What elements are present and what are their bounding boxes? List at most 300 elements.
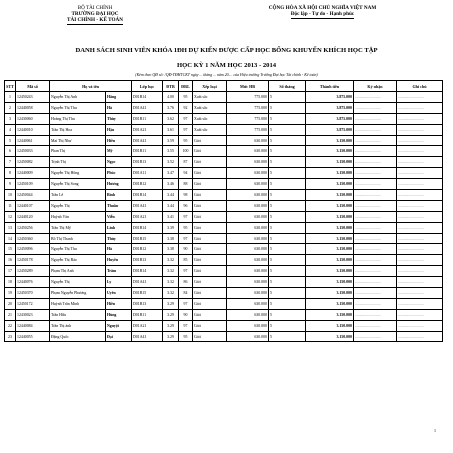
row-student-id: 12440061 (16, 135, 50, 146)
table-row (5, 146, 443, 157)
row-class: D01B15 (132, 233, 163, 244)
row-gpa: 3.55 (163, 146, 179, 157)
national-motto-text: Độc lập - Tự do - Hạnh phúc (290, 11, 355, 18)
row-gpa: 3.44 (163, 200, 179, 211)
table-row (5, 92, 443, 103)
table-row (5, 168, 443, 179)
scholarship-table (4, 80, 443, 342)
row-family-name: Trần Lê (50, 190, 106, 201)
row-months: 5 (269, 266, 306, 277)
row-notes: ........................... (397, 179, 443, 190)
header-right (205, 5, 440, 19)
row-given-name: Hiền (106, 298, 132, 309)
row-family-name: Phan Thị (50, 146, 106, 157)
row-scholarship-level: 630.000 (227, 244, 269, 255)
table-row (5, 211, 443, 222)
row-months: 5 (269, 124, 306, 135)
row-student-id: 12450109 (16, 179, 50, 190)
row-amount: 3.150.000 (306, 288, 354, 299)
row-scholarship-level: 630.000 (227, 233, 269, 244)
row-class: D01B12 (132, 179, 163, 190)
row-notes: ........................... (397, 255, 443, 266)
row-rank: Giỏi (193, 277, 227, 288)
row-gpa: 3.29 (163, 298, 179, 309)
row-amount: 3.150.000 (306, 255, 354, 266)
row-rank: Giỏi (193, 146, 227, 157)
row-conduct: 94 (179, 168, 193, 179)
row-amount: 3.875.000 (306, 113, 354, 124)
row-stt: 4 (5, 124, 16, 135)
row-months: 5 (269, 146, 306, 157)
row-amount: 3.150.000 (306, 233, 354, 244)
row-class: D01B13 (132, 298, 163, 309)
row-rank: Giỏi (193, 255, 227, 266)
row-months: 5 (269, 113, 306, 124)
row-months: 5 (269, 211, 306, 222)
table-row (5, 179, 443, 190)
row-rank: Giỏi (193, 211, 227, 222)
row-notes: ........................... (397, 331, 443, 342)
row-class: D01A41 (132, 200, 163, 211)
row-gpa: 3.41 (163, 211, 179, 222)
row-stt: 21 (5, 309, 16, 320)
row-scholarship-level: 630.000 (227, 277, 269, 288)
row-class: D01A21 (132, 124, 163, 135)
row-amount: 3.150.000 (306, 309, 354, 320)
row-amount: 3.875.000 (306, 92, 354, 103)
row-gpa: 3.76 (163, 102, 179, 113)
row-conduct: 100 (179, 146, 193, 157)
row-given-name: Hằng (106, 92, 132, 103)
row-given-name: Mỹ (106, 146, 132, 157)
row-gpa: 3.32 (163, 288, 179, 299)
row-gpa: 3.39 (163, 222, 179, 233)
row-conduct: 85 (179, 255, 193, 266)
row-signature: ........................... (354, 124, 397, 135)
table-header-row (5, 81, 443, 92)
row-class: D01B11 (132, 113, 163, 124)
row-class: D01B14 (132, 266, 163, 277)
row-gpa: 3.61 (163, 124, 179, 135)
row-months: 5 (269, 255, 306, 266)
row-scholarship-level: 630.000 (227, 320, 269, 331)
col-header-class: Lớp học (132, 81, 163, 92)
row-given-name: Hà (106, 102, 132, 113)
row-given-name: Ly (106, 277, 132, 288)
row-class: D01B13 (132, 157, 163, 168)
row-notes: ........................... (397, 211, 443, 222)
row-scholarship-level: 630.000 (227, 157, 269, 168)
row-signature: ........................... (354, 309, 397, 320)
row-amount: 3.150.000 (306, 277, 354, 288)
row-rank: Xuất sắc (193, 124, 227, 135)
row-conduct: 88 (179, 179, 193, 190)
row-notes: ........................... (397, 233, 443, 244)
row-amount: 3.150.000 (306, 168, 354, 179)
row-conduct: 97 (179, 266, 193, 277)
row-signature: ........................... (354, 244, 397, 255)
row-months: 5 (269, 135, 306, 146)
row-student-id: 12440120 (16, 211, 50, 222)
row-rank: Giỏi (193, 190, 227, 201)
row-signature: ........................... (354, 222, 397, 233)
row-amount: 3.875.000 (306, 102, 354, 113)
row-signature: ........................... (354, 113, 397, 124)
row-given-name: Thùy (106, 113, 132, 124)
row-conduct: 95 (179, 135, 193, 146)
row-scholarship-level: 630.000 (227, 331, 269, 342)
row-conduct: 97 (179, 113, 193, 124)
row-notes: ........................... (397, 102, 443, 113)
row-given-name: Trâm (106, 266, 132, 277)
row-student-id: 12450172 (16, 298, 50, 309)
row-rank: Giỏi (193, 331, 227, 342)
header-left (20, 5, 170, 25)
row-conduct: 95 (179, 92, 193, 103)
row-class: D01B11 (132, 146, 163, 157)
row-conduct: 87 (179, 157, 193, 168)
row-conduct: 90 (179, 244, 193, 255)
row-student-id: 12450256 (16, 222, 50, 233)
row-stt: 18 (5, 277, 16, 288)
row-amount: 3.150.000 (306, 222, 354, 233)
row-gpa: 3.32 (163, 266, 179, 277)
row-months: 5 (269, 288, 306, 299)
table-row (5, 331, 443, 342)
row-family-name: Nguyễn Thị (50, 200, 106, 211)
row-stt: 17 (5, 266, 16, 277)
row-gpa: 3.59 (163, 135, 179, 146)
row-student-id: 12450082 (16, 157, 50, 168)
row-scholarship-level: 630.000 (227, 146, 269, 157)
row-class: D01B11 (132, 309, 163, 320)
col-header-months: Số tháng (269, 81, 306, 92)
row-class: D01A41 (132, 277, 163, 288)
row-family-name: Nguyễn Thị Song (50, 179, 106, 190)
row-gpa: 3.47 (163, 168, 179, 179)
row-signature: ........................... (354, 211, 397, 222)
row-stt: 12 (5, 211, 16, 222)
row-months: 5 (269, 309, 306, 320)
national-motto (205, 11, 440, 19)
row-amount: 3.875.000 (306, 124, 354, 135)
row-student-id: 12450044 (16, 190, 50, 201)
row-student-id: 12440010 (16, 124, 50, 135)
table-row (5, 309, 443, 320)
row-family-name: Đặng Quốc (50, 331, 106, 342)
row-gpa: 3.29 (163, 309, 179, 320)
document-subtitle: HỌC KỲ 1 NĂM HỌC 2013 - 2014 (176, 62, 277, 69)
row-given-name: Đại (106, 331, 132, 342)
row-family-name: Bồ Thị Thanh (50, 233, 106, 244)
row-months: 5 (269, 157, 306, 168)
table-row (5, 222, 443, 233)
row-gpa: 3.32 (163, 255, 179, 266)
row-given-name: Ngọc (106, 157, 132, 168)
row-conduct: 95 (179, 331, 193, 342)
row-stt: 16 (5, 255, 16, 266)
row-given-name: Hùng (106, 309, 132, 320)
row-given-name: Viễn (106, 211, 132, 222)
row-student-id: 12440107 (16, 200, 50, 211)
row-stt: 5 (5, 135, 16, 146)
row-class: D01A21 (132, 320, 163, 331)
col-header-amount: Thành tiền (306, 81, 354, 92)
col-header-rank: Xếp loại (193, 81, 227, 92)
row-student-id: 12450360 (16, 233, 50, 244)
row-months: 5 (269, 200, 306, 211)
row-student-id: 12450289 (16, 266, 50, 277)
row-rank: Xuất sắc (193, 92, 227, 103)
row-student-id: 12440058 (16, 102, 50, 113)
row-conduct: 97 (179, 233, 193, 244)
row-student-id: 12430060 (16, 113, 50, 124)
col-header-conduct: ĐRL (179, 81, 193, 92)
table-row (5, 190, 443, 201)
row-stt: 13 (5, 222, 16, 233)
row-notes: ........................... (397, 135, 443, 146)
row-scholarship-level: 630.000 (227, 288, 269, 299)
row-student-id: 12440055 (16, 331, 50, 342)
row-months: 5 (269, 179, 306, 190)
row-months: 5 (269, 168, 306, 179)
row-gpa: 3.29 (163, 320, 179, 331)
school-name-line2 (20, 17, 170, 25)
row-conduct: 97 (179, 211, 193, 222)
row-scholarship-level: 630.000 (227, 179, 269, 190)
row-months: 5 (269, 102, 306, 113)
row-family-name: Trần Hữu (50, 309, 106, 320)
row-signature: ........................... (354, 92, 397, 103)
row-gpa: 3.32 (163, 277, 179, 288)
row-rank: Giỏi (193, 157, 227, 168)
row-amount: 3.150.000 (306, 320, 354, 331)
row-months: 5 (269, 331, 306, 342)
row-stt: 20 (5, 298, 16, 309)
table-row (5, 113, 443, 124)
row-family-name: Huỳnh Trần Minh (50, 298, 106, 309)
row-given-name: Linh (106, 222, 132, 233)
row-months: 5 (269, 233, 306, 244)
row-class: D01A41 (132, 331, 163, 342)
row-stt: 2 (5, 102, 16, 113)
row-class: D01B14 (132, 222, 163, 233)
row-notes: ........................... (397, 168, 443, 179)
row-notes: ........................... (397, 298, 443, 309)
row-stt: 22 (5, 320, 16, 331)
row-notes: ........................... (397, 244, 443, 255)
row-given-name: Nguyệt (106, 320, 132, 331)
row-gpa: 4.00 (163, 92, 179, 103)
row-notes: ........................... (397, 124, 443, 135)
row-signature: ........................... (354, 331, 397, 342)
row-months: 5 (269, 298, 306, 309)
page-number: 1 (434, 428, 436, 433)
row-scholarship-level: 630.000 (227, 211, 269, 222)
row-scholarship-level: 775.000 (227, 113, 269, 124)
row-notes: ........................... (397, 320, 443, 331)
row-scholarship-level: 775.000 (227, 102, 269, 113)
row-gpa: 3.38 (163, 244, 179, 255)
row-signature: ........................... (354, 157, 397, 168)
row-scholarship-level: 630.000 (227, 309, 269, 320)
row-family-name: Trần Thị Mỹ (50, 222, 106, 233)
row-family-name: Nguyễn Thị Thu (50, 102, 106, 113)
row-stt: 11 (5, 200, 16, 211)
row-family-name: Nguyễn Thị Thu (50, 244, 106, 255)
row-class: D01B14 (132, 190, 163, 201)
row-given-name: Hậu (106, 124, 132, 135)
col-header-stt: STT (5, 81, 16, 92)
row-stt: 8 (5, 168, 16, 179)
table-row (5, 298, 443, 309)
row-signature: ........................... (354, 102, 397, 113)
row-conduct: 98 (179, 190, 193, 201)
row-student-id: 12450096 (16, 244, 50, 255)
row-amount: 3.150.000 (306, 157, 354, 168)
row-conduct: 97 (179, 124, 193, 135)
table-row (5, 320, 443, 331)
row-stt: 9 (5, 179, 16, 190)
row-signature: ........................... (354, 200, 397, 211)
row-given-name: Phúc (106, 168, 132, 179)
row-notes: ........................... (397, 92, 443, 103)
row-months: 5 (269, 244, 306, 255)
row-student-id: 12440009 (16, 168, 50, 179)
row-student-id: 12440084 (16, 320, 50, 331)
school-name-line2-text: TÀI CHÍNH - KẾ TOÁN (66, 17, 124, 24)
row-months: 5 (269, 320, 306, 331)
row-months: 5 (269, 190, 306, 201)
row-rank: Giỏi (193, 320, 227, 331)
table-row (5, 157, 443, 168)
row-family-name: Mai Thị Như (50, 135, 106, 146)
row-conduct: 96 (179, 200, 193, 211)
row-family-name: Huỳnh Văn (50, 211, 106, 222)
row-amount: 3.150.000 (306, 244, 354, 255)
row-family-name: Nguyễn Thị Anh (50, 92, 106, 103)
row-student-id: 12450370 (16, 288, 50, 299)
row-signature: ........................... (354, 320, 397, 331)
row-given-name: Bình (106, 190, 132, 201)
row-class: D01A21 (132, 211, 163, 222)
row-given-name: Hà (106, 244, 132, 255)
row-given-name: Thủy (106, 233, 132, 244)
row-gpa: 3.38 (163, 233, 179, 244)
row-amount: 3.150.000 (306, 211, 354, 222)
row-conduct: 84 (179, 288, 193, 299)
table-row (5, 266, 443, 277)
row-scholarship-level: 630.000 (227, 190, 269, 201)
row-signature: ........................... (354, 168, 397, 179)
row-class: D01B12 (132, 244, 163, 255)
row-rank: Giỏi (193, 179, 227, 190)
row-scholarship-level: 630.000 (227, 168, 269, 179)
row-scholarship-level: 630.000 (227, 135, 269, 146)
col-header-gpa: ĐTB (163, 81, 179, 92)
table-row (5, 244, 443, 255)
row-amount: 3.150.000 (306, 190, 354, 201)
row-signature: ........................... (354, 255, 397, 266)
row-scholarship-level: 630.000 (227, 255, 269, 266)
col-header-scholarship-level: Mức HB (227, 81, 269, 92)
row-given-name: Uyên (106, 288, 132, 299)
row-months: 5 (269, 277, 306, 288)
row-rank: Giỏi (193, 135, 227, 146)
row-rank: Giỏi (193, 288, 227, 299)
table-row (5, 288, 443, 299)
school-name-line1: TRƯỜNG ĐẠI HỌC (71, 11, 119, 18)
row-rank: Giỏi (193, 233, 227, 244)
row-scholarship-level: 630.000 (227, 298, 269, 309)
row-given-name: Hiền (106, 135, 132, 146)
row-conduct: 97 (179, 298, 193, 309)
row-conduct: 90 (179, 309, 193, 320)
table-row (5, 200, 443, 211)
row-amount: 3.150.000 (306, 266, 354, 277)
row-notes: ........................... (397, 146, 443, 157)
row-family-name: Phạm Nguyễn Phương (50, 288, 106, 299)
row-signature: ........................... (354, 288, 397, 299)
row-family-name: Trịnh Thị (50, 157, 106, 168)
ministry-name: BỘ TÀI CHÍNH (77, 5, 113, 11)
row-class: D01B14 (132, 92, 163, 103)
row-stt: 7 (5, 157, 16, 168)
row-amount: 3.150.000 (306, 146, 354, 157)
row-stt: 1 (5, 92, 16, 103)
row-class: D01A41 (132, 102, 163, 113)
col-header-full-name: Họ và tên (50, 81, 132, 92)
row-notes: ........................... (397, 190, 443, 201)
row-rank: Giỏi (193, 168, 227, 179)
table-row (5, 102, 443, 113)
table-row (5, 135, 443, 146)
row-stt: 14 (5, 233, 16, 244)
row-student-id: 12450178 (16, 255, 50, 266)
row-scholarship-level: 630.000 (227, 200, 269, 211)
row-given-name: Huyền (106, 255, 132, 266)
row-amount: 3.150.000 (306, 179, 354, 190)
row-scholarship-level: 775.000 (227, 124, 269, 135)
row-family-name: Trần Thị ánh (50, 320, 106, 331)
row-gpa: 3.46 (163, 179, 179, 190)
row-amount: 3.150.000 (306, 298, 354, 309)
row-gpa: 3.44 (163, 190, 179, 201)
row-student-id: 12450033 (16, 146, 50, 157)
row-conduct: 97 (179, 320, 193, 331)
table-row (5, 233, 443, 244)
row-notes: ........................... (397, 157, 443, 168)
row-gpa: 3.52 (163, 157, 179, 168)
row-stt: 6 (5, 146, 16, 157)
row-class: D01A41 (132, 135, 163, 146)
row-notes: ........................... (397, 288, 443, 299)
row-rank: Xuất sắc (193, 102, 227, 113)
row-notes: ........................... (397, 277, 443, 288)
row-family-name: Phạm Thị Anh (50, 266, 106, 277)
row-conduct: 95 (179, 222, 193, 233)
row-stt: 3 (5, 113, 16, 124)
row-stt: 15 (5, 244, 16, 255)
row-notes: ........................... (397, 266, 443, 277)
row-class: D01B13 (132, 255, 163, 266)
row-signature: ........................... (354, 277, 397, 288)
row-signature: ........................... (354, 266, 397, 277)
row-months: 5 (269, 92, 306, 103)
row-stt: 19 (5, 288, 16, 299)
row-amount: 3.150.000 (306, 200, 354, 211)
row-scholarship-level: 775.000 (227, 92, 269, 103)
